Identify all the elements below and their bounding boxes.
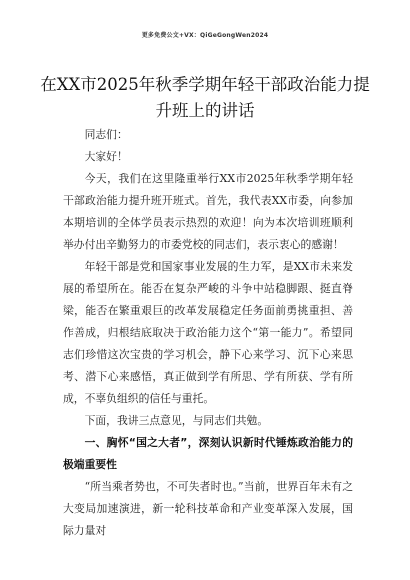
paragraph-opening: 今天，我们在这里隆重举行XX市2025年秋季学期年轻干部政治能力提升班开班式。首先，我代表XX市委，向参加本期培训的全体学员表示热烈的欢迎！向为本次培训班顺利举办付出辛勤努力的市委党校的同志们，表示衷心的感谢！ — [63, 172, 353, 251]
greeting: 大家好！ — [84, 150, 128, 163]
section-heading-1: 一、胸怀“国之大者”，深刻认识新时代锤炼政治能力的极端重要性 — [63, 436, 353, 471]
document-body — [63, 124, 353, 542]
paragraph-young-cadres: 年轻干部是党和国家事业发展的生力军，是XX市未来发展的希望所在。能否在复杂严峻的斗争中站稳脚跟、挺直脊梁，能否在繁重艰巨的改革发展稳定任务面前勇挑重担、善作善成，归根结底取决于政治能力这个“第一能力”。希望同志们珍惜这次宝贵的学习机会，静下心来学习、沉下心来思考、潜下心来感悟，真正做到学有所思、学有所获、学有所成，不辜负组织的信任与重托。 — [63, 260, 353, 405]
header-note: 更多免费公文+VX：QiGeGongWen2024 — [141, 32, 269, 39]
paragraph-transition: 下面，我讲三点意见，与同志们共勉。 — [84, 414, 269, 427]
section-1-paragraph: “所当乘者势也，不可失者时也。”当前，世界百年未有之大变局加速演进，新一轮科技革命和产业变革深入发展，国际力量对 — [63, 480, 353, 537]
document-title: 在XX市2025年秋季学期年轻干部政治能力提升班上的讲话 — [40, 75, 370, 120]
salutation: 同志们： — [84, 128, 128, 141]
